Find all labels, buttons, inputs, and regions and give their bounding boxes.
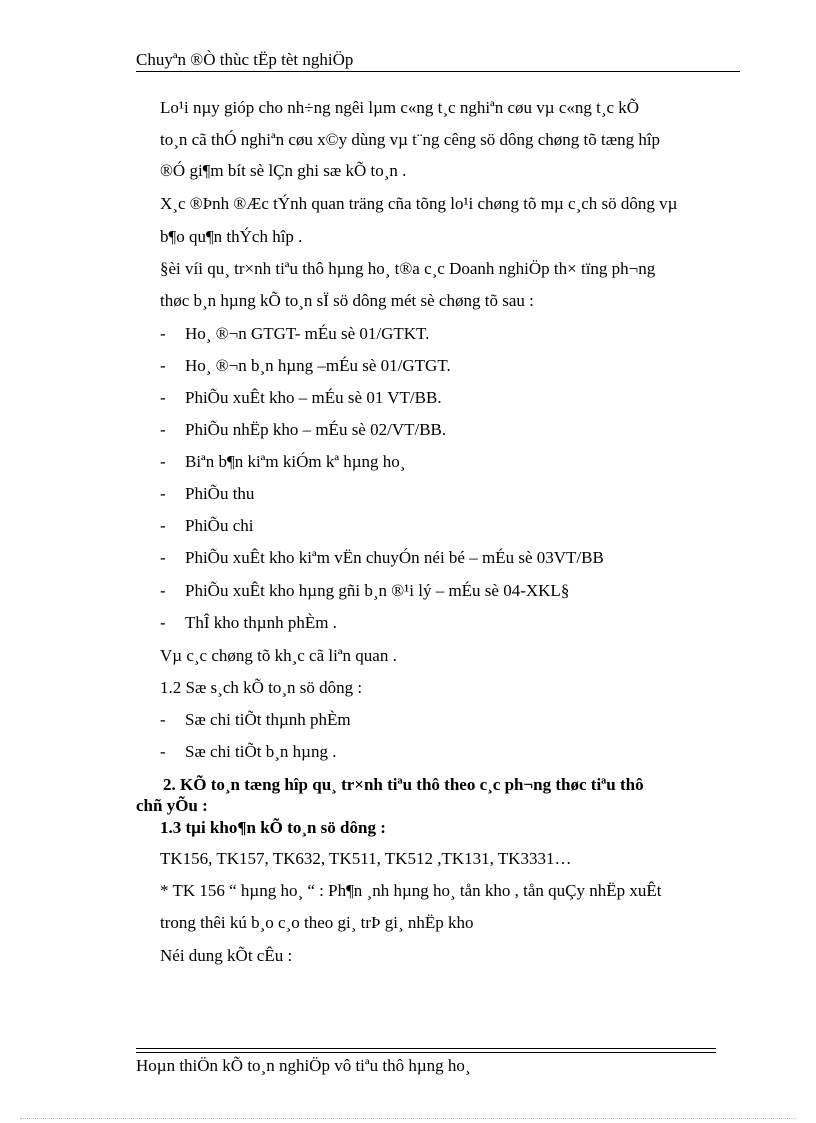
bullet-dash: - — [160, 613, 166, 632]
paragraph-line: TK156, TK157, TK632, TK511, TK512 ,TK131, TK3331… — [160, 849, 572, 868]
list-item-text: PhiÕu xuÊt kho hµng gñi b¸n ®¹i lý – mÉu sè 04-XKL§ — [185, 581, 570, 600]
list-item-text: PhiÕu chi — [185, 516, 254, 535]
list-item — [160, 710, 351, 730]
section-heading-continued: chñ yÕu : — [136, 796, 208, 815]
list-item — [160, 452, 405, 472]
bullet-dash: - — [160, 742, 166, 761]
bullet-dash: - — [160, 356, 166, 375]
section-heading: 1.2 Sæ s¸ch kÕ to¸n sö dông : — [160, 678, 363, 697]
bullet-dash: - — [160, 420, 166, 439]
bullet-dash: - — [160, 710, 166, 729]
list-item-text: PhiÕu xuÊt kho kiªm vËn chuyÓn néi bé – mÉu sè 03VT/BB — [185, 548, 604, 567]
list-item — [160, 742, 336, 762]
paragraph-line: thøc b¸n hµng kÕ to¸n sÏ sö dông mét sè chøng tõ sau : — [160, 291, 534, 310]
paragraph-line: Vµ c¸c chøng tõ kh¸c cã liªn quan . — [160, 646, 397, 665]
header-divider — [136, 71, 740, 72]
paragraph-line: trong thêi kú b¸o c¸o theo gi¸ trÞ gi¸ nhËp kho — [160, 913, 474, 932]
subsection-heading: 1.3 tµi kho¶n kÕ to¸n sö dông : — [160, 818, 386, 837]
list-item — [160, 581, 569, 601]
bullet-dash: - — [160, 452, 166, 471]
list-item-text: Sæ chi tiÕt b¸n hµng . — [185, 742, 337, 761]
list-item — [160, 388, 442, 408]
bullet-dash: - — [160, 516, 166, 535]
page-footer-title: Hoµn thiÖn kÕ to¸n nghiÖp vô tiªu thô hµng ho¸ — [136, 1056, 471, 1075]
footer-divider — [136, 1052, 716, 1053]
paragraph-line: ®Ó gi¶m bít sè lÇn ghi sæ kÕ to¸n . — [160, 161, 407, 180]
footer-divider — [136, 1048, 716, 1049]
list-item-text: Ho¸ ®¬n GTGT- mÉu sè 01/GTKT. — [185, 324, 430, 343]
bullet-dash: - — [160, 484, 166, 503]
section-heading: 2. KÕ to¸n tæng hîp qu¸ tr×nh tiªu thô theo c¸c ph¬ng thøc tiªu thô — [163, 775, 644, 794]
list-item — [160, 484, 254, 504]
list-item — [160, 613, 337, 633]
paragraph-line: Néi dung kÕt cÊu : — [160, 946, 293, 965]
bullet-dash: - — [160, 548, 166, 567]
paragraph-line: X¸c ®Þnh ®Æc tÝnh quan träng cña tõng lo¹i chøng tõ mµ c¸ch sö dông vµ — [160, 194, 678, 213]
list-item-text: Sæ chi tiÕt thµnh phÈm — [185, 710, 351, 729]
list-item-text: Biªn b¶n kiªm kiÓm kª hµng ho¸ — [185, 452, 406, 471]
list-item — [160, 356, 451, 376]
bullet-dash: - — [160, 581, 166, 600]
bullet-dash: - — [160, 324, 166, 343]
paragraph-line: to¸n cã thÓ nghiªn cøu x©y dùng vµ t¨ng cêng sö dông chøng tõ tæng hîp — [160, 130, 661, 149]
paragraph-line: Lo¹i nµy gióp cho nh÷ng ngêi lµm c«ng t¸c nghiªn cøu vµ c«ng t¸c kÕ — [160, 98, 640, 117]
page-header-title: Chuyªn ®Ò thùc tËp tèt nghiÖp — [136, 50, 354, 69]
list-item — [160, 324, 429, 344]
list-item — [160, 516, 253, 536]
paragraph-line: b¶o qu¶n thÝch hîp . — [160, 227, 303, 246]
list-item-text: PhiÕu nhËp kho – mÉu sè 02/VT/BB. — [185, 420, 447, 439]
bullet-dash: - — [160, 388, 166, 407]
page-bottom-dotted-line — [20, 1118, 796, 1119]
list-item — [160, 548, 604, 568]
paragraph-line: * TK 156 “ hµng ho¸ “ : Ph¶n ¸nh hµng ho¸ tån kho , tån quÇy nhËp xuÊt — [160, 881, 662, 900]
paragraph-line: §èi víi qu¸ tr×nh tiªu thô hµng ho¸ t®a c¸c Doanh nghiÖp th× tïng ph¬ng — [160, 259, 656, 278]
list-item-text: ThÎ kho thµnh phÈm . — [185, 613, 337, 632]
list-item-text: Ho¸ ®¬n b¸n hµng –mÉu sè 01/GTGT. — [185, 356, 451, 375]
list-item — [160, 420, 446, 440]
list-item-text: PhiÕu thu — [185, 484, 255, 503]
list-item-text: PhiÕu xuÊt kho – mÉu sè 01 VT/BB. — [185, 388, 442, 407]
